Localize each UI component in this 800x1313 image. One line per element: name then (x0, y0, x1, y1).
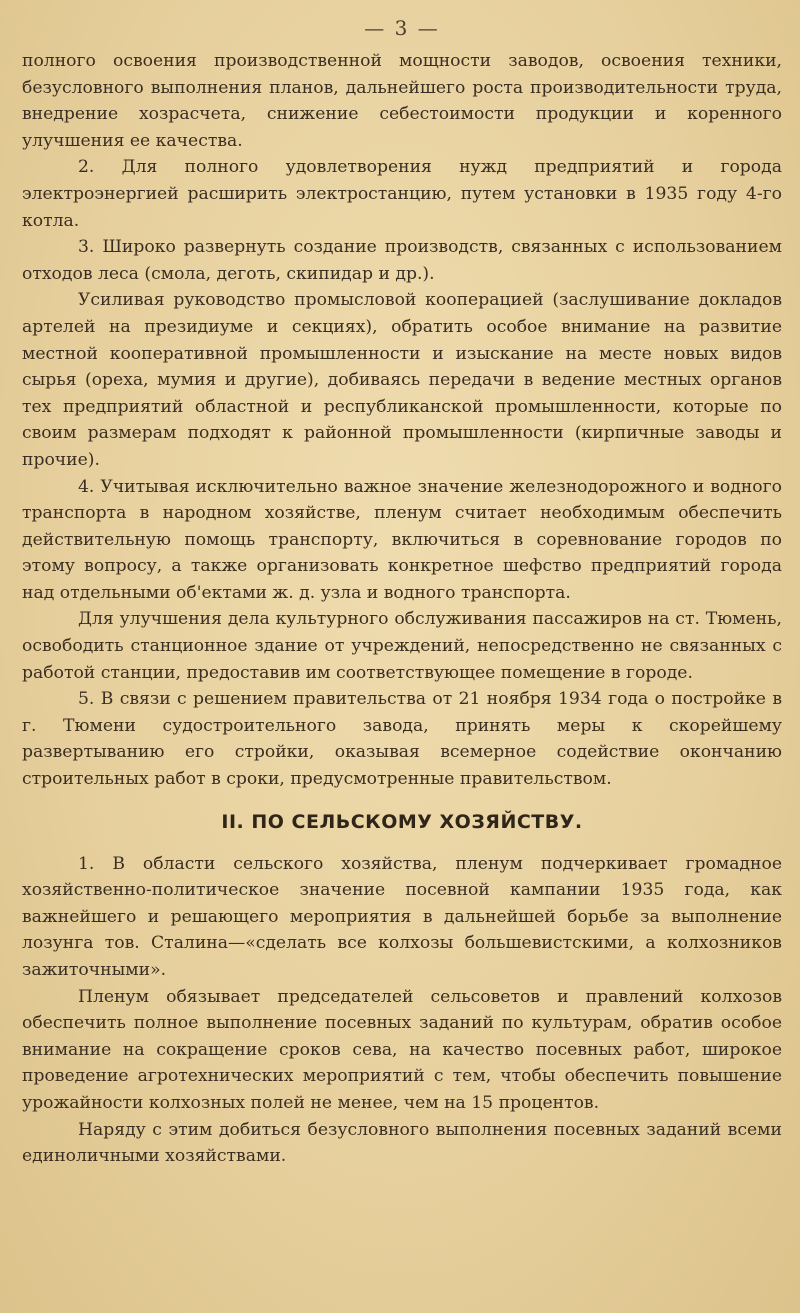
paragraph-item-4-transport: 4. Учитывая исключительно важное значение железнодорожного и водного транспорта в народном хозяйстве, пленум считает необходимым обеспечить действительную помощь транспорту, включиться в соревнование городов по этому вопросу, а также организовать конкретное шефство предприятий города над отдельными об'ектами ж. д. узла и водного транспорта. (22, 476, 782, 603)
paragraph-station-service: Для улучшения дела культурного обслуживания пассажиров на ст. Тюмень, освободить станционное здание от учреждений, непосредственно не связанных с работой станции, предоставив им соответствующее помещение в городе. (22, 609, 782, 683)
paragraph-plenum-obliges: Пленум обязывает председателей сельсоветов и правлений колхозов обеспечить полное выполнение посевных заданий по культурам, обратив особое внимание на сокращение сроков сева, на качество посевных работ, широкое проведение агротехнических мероприятий с тем, чтобы обеспечить повышение урожайности колхозных полей не менее, чем на 15 процентов. (22, 986, 782, 1113)
paragraph-individual-farms: Наряду с этим добиться безусловного выполнения посевных заданий всеми единоличными хозяйствами. (22, 1119, 782, 1167)
section-heading-agriculture: II. ПО СЕЛЬСКОМУ ХОЗЯЙСТВУ. (221, 810, 583, 833)
paragraph-agri-item-1: 1. В области сельского хозяйства, пленум подчеркивает громадное хозяйственно-политическое значение посевной кампании 1935 года, как важнейшего и решающего мероприятия в дальнейшей борьбе за выполнение лозунга тов. Сталина—«сделать все колхозы большевистскими, а колхозников зажиточными». (22, 853, 782, 980)
paragraph-item-2-power-station: 2. Для полного удовлетворения нужд предприятий и города электроэнергией расширить электростанцию, путем установки в 1935 году 4-го котла. (22, 157, 782, 231)
paragraph-cooperation: Усиливая руководство промысловой кооперацией (заслушивание докладов артелей на президиуме и секциях), обратить особое внимание на развитие местной кооперативной промышленности и изыскание на месте новых видов сырья (ореха, мумия и другие), добиваясь передачи в ведение местных органов тех предприятий областной и республиканской промышленности, которые по своим размерам подходят к районной промышленности (кирпичные заводы и прочие). (22, 290, 782, 470)
paragraph-item-3-forest-waste: 3. Широко развернуть создание производств, связанных с использованием отходов леса (смола, деготь, скипидар и др.). (22, 237, 782, 284)
paragraph-intro-continuation: полного освоения производственной мощности заводов, освоения техники, безусловного выполнения планов, дальнейшего роста производительности труда, внедрение хозрасчета, снижение себестоимости продукции и коренного улучшения ее качества. (22, 51, 782, 151)
paragraph-item-5-shipyard: 5. В связи с решением правительства от 21 ноября 1934 года о постройке в г. Тюмени судостроительного завода, принять меры к скорейшему развертыванию его стройки, оказывая всемерное содействие окончанию строительных работ в сроки, предусмотренные правительством. (22, 689, 782, 790)
page-number: — 3 — (364, 16, 440, 40)
